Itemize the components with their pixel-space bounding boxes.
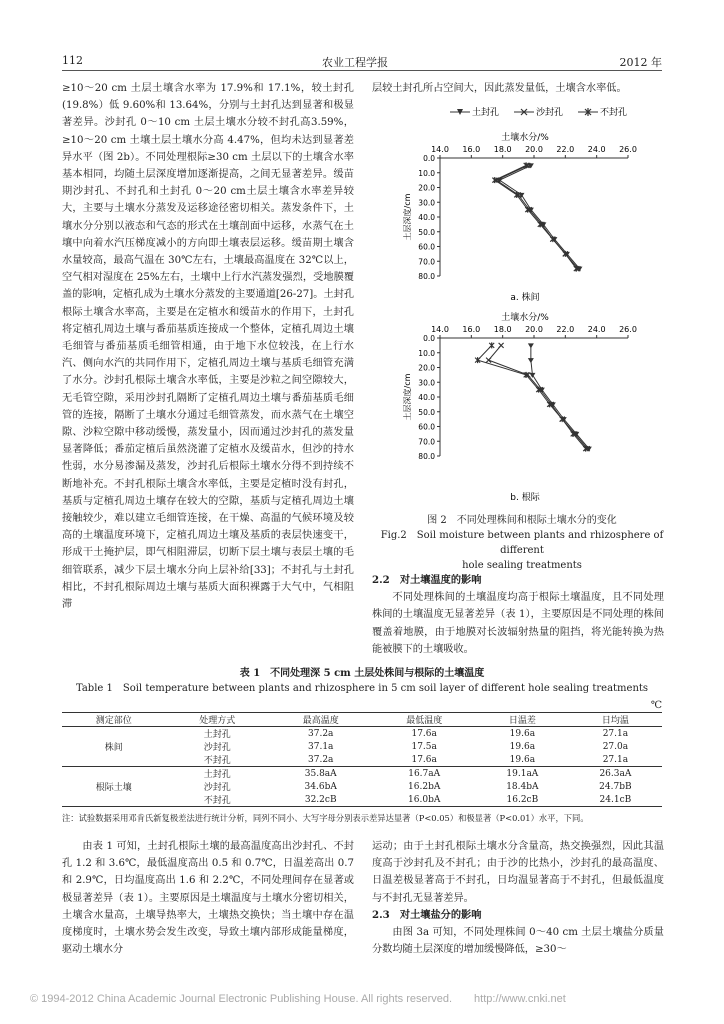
table-cell: 16.7aA (408, 768, 441, 779)
chart-b-y-tick-label: 20.0 (418, 363, 435, 373)
journal-title: 农业工程学报 (322, 56, 388, 69)
col-header-diurnal-range: 日温差 (508, 716, 536, 726)
chart-b-y-tick-label: 0.0 (423, 334, 435, 343)
site-cell: 根际土壤 (95, 783, 132, 793)
chart-a-x-tick-label: 26.0 (619, 145, 637, 154)
table-cell: 27.0a (602, 741, 629, 752)
section-2-2 (372, 572, 664, 658)
table-cell: 32.2cB (304, 794, 337, 805)
chart-b-x-tick-label: 22.0 (556, 325, 575, 334)
chart-b-y-tick-label: 10.0 (418, 348, 435, 358)
chart-b-point-sand (486, 358, 491, 363)
legend-label-none: 不封孔 (600, 108, 628, 118)
chart-a-y-tick-label: 80.0 (418, 272, 435, 281)
table-unit: ℃ (650, 700, 662, 711)
page-header (62, 52, 662, 71)
chart-b-point-soil (528, 358, 534, 363)
col-header-min-temp: 最低温度 (406, 716, 443, 726)
table-cell: 沙封孔 (203, 783, 231, 793)
chart-b-y-tick-label: 70.0 (418, 437, 435, 447)
table-cell: 17.5a (411, 741, 437, 752)
page-footer: © 1994-2012 China Academic Journal Electronic Publishing House. All rights reserved. http://www.cnki.net (30, 993, 566, 1005)
chart-a-y-tick-label: 20.0 (418, 183, 435, 193)
table-cell: 24.7bB (599, 781, 632, 792)
right-column-top (372, 80, 664, 97)
chart-b-x-tick-label: 14.0 (431, 325, 449, 334)
table-cell: 沙封孔 (203, 743, 231, 753)
table-caption-cn: 表 1 不同处理深 5 cm 土层处株间与根际的土壤温度 (239, 668, 485, 679)
chart-b-point-soil (528, 343, 534, 348)
legend-label-sand: 沙封孔 (536, 108, 564, 118)
table-cell: 37.1a (308, 741, 334, 752)
chart-b-x-tick-label: 24.0 (587, 325, 606, 334)
chart-a-y-tick-label: 60.0 (418, 242, 435, 252)
table-header-row (62, 713, 662, 727)
chart-b-series-line-0 (531, 345, 589, 448)
chart-a-y-label: 土层深度/cm (403, 193, 412, 241)
table-cell: 土封孔 (203, 770, 231, 780)
chart-b-y-tick-label: 30.0 (418, 378, 435, 388)
section-2-2-title: 2.2 对土壤温度的影响 (372, 574, 482, 586)
chart-b-x-tick-label: 16.0 (462, 325, 481, 334)
bottom-left-paragraph: 由表 1 可知，土封孔根际土壤的最高温度高出沙封孔、不封孔 1.2 和 3.6℃，最低温度高出 0.5 和 0.7℃，日温差高出 0.7 和 2.9℃，日均温度高出 1.6 和 2.2℃，不同处理间存在显著或极显著差异（表 1）。主要原因是土壤温度与土壤水分密切相关，土壤含水量高，土壤导热率大，土壤热交换快；当土壤中存在温度梯度时，土壤水势会发生改变，导致土壤内部形成能量梯度，驱动土壤水分 (62, 841, 354, 956)
chart-b-point-none (475, 357, 480, 363)
chart-b-y-tick-label: 50.0 (418, 407, 435, 417)
chart-a-y-tick-label: 30.0 (418, 198, 435, 208)
col-header-daily-mean: 日均温 (601, 716, 629, 726)
table-row (62, 727, 662, 741)
chart-a-x-tick-label: 14.0 (431, 145, 449, 154)
site-cell: 株间 (104, 743, 123, 753)
left-paragraph: ≥10～20 cm 土层土壤含水率为 17.9%和 17.1%，较土封孔(19.8%）低 9.60%和 13.64%，分别与土封孔达到显著和极显著差异。沙封孔 0～10 cm 土层土壤水分较不封孔高3.59%，≥10～20 cm 土壤土层土壤水分高 4.47%，但均未达到显著差异水平（图 2b）。不同处理根际≥30 cm 土层以下的土壤含水率基本相同，均随土层深度增加逐渐提高，之间无显著差异。缓苗期沙封孔、不封孔和土封孔 0～20 cm土层土壤含水率差异较大，主要与土壤水分蒸发及运移途径密切相关。蒸发条件下，土壤水分分别以液态和气态的形式在土壤剖面中运移，水蒸气在土壤中向着水汽压梯度减小的方向即土壤表层运移。缓苗期土壤含水量较高，最高气温在 30℃左右，土壤最高温度在 32℃以上，空气相对湿度在 25%左右，土壤中上行水汽蒸发强烈，受地膜覆盖的影响，定植孔成为土壤水分蒸发的主要通道[26-27]。土封孔根际土壤含水率高，主要是在定植水和缓苗水的作用下，土封孔将定植孔周边土壤与番茄基质连接成一个整体，定植孔周边土壤毛细管与番茄基质毛细管相通，由于地下水位较浅，在上行水汽、侧向水汽的共同作用下，定植孔周边土壤与基质毛细管充满了水分。沙封孔根际土壤含水率低，主要是沙粒之间空隙较大，无毛管空隙，采用沙封孔隔断了定植孔周边土壤与番茄基质毛细管的连接，隔断了土壤水分通过毛细管蒸发，而水蒸气在土壤空隙、沙粒空隙中移动缓慢，蒸发量小，因而通过沙封孔的蒸发量显著降低；番茄定植后虽然浇灌了定植水及缓苗水，但沙的持水性弱，水分易渗漏及蒸发，沙封孔后根际土壤水分得不到持续不断地补充。不封孔根际土壤含水率低，主要是定植时没有封孔，基质与定植孔周边土壤存在较大的空隙，基质与定植孔周边土壤接触较少，难以建立毛细管连接，在干燥、高温的气候环境及较高的土壤温度环境下，定植孔周边土壤及基质的表层快速变干，形成干土掩护层，即气相阻滞层，切断下层土壤与表层土壤的毛细管联系，减少下层土壤水分向上层补给[33]；不封孔与土封孔相比，不封孔根际周边土壤与基质大面积裸露于大气中，气相阻滞 (62, 83, 355, 611)
chart-b-point-sand (499, 343, 504, 348)
legend-svg (450, 106, 650, 118)
table-cell: 19.6a (509, 754, 536, 765)
chart-b-x-label: 土壤水分/% (501, 313, 549, 323)
chart-a-y-tick-label: 50.0 (418, 227, 435, 237)
bottom-right-text (372, 838, 664, 958)
figure-caption-cn: 图 2 不同处理株间和根际土壤水分的变化 (427, 515, 617, 526)
chart-a-y-tick-label: 40.0 (418, 213, 435, 222)
chart-a-x-tick-label: 16.0 (462, 145, 481, 154)
table-cell: 19.6a (509, 728, 536, 739)
table-cell: 35.8aA (304, 768, 337, 779)
table-cell: 17.6a (411, 754, 437, 765)
table-cell: 26.3aA (599, 768, 632, 779)
col-header-max-temp: 最高温度 (302, 716, 339, 726)
chart-b-y-label: 土层深度/cm (403, 373, 412, 421)
chart-b-x-tick-label: 20.0 (525, 325, 543, 334)
chart-b-point-none (489, 342, 494, 348)
temperature-table (62, 712, 662, 807)
table-cell: 37.2a (308, 754, 334, 765)
chart-b-x-tick-label: 18.0 (493, 325, 512, 334)
table-cell: 27.1a (602, 754, 629, 765)
chart-a-y-tick-label: 0.0 (423, 154, 435, 163)
col-header-site: 测定部位 (95, 716, 132, 726)
chart-a-y-tick-label: 70.0 (418, 257, 435, 267)
figure-legend (450, 106, 650, 121)
chart-a-x-tick-label: 24.0 (587, 145, 606, 154)
bottom-right-paragraph: 运动；由于土封孔根际土壤水分含量高，热交换强烈，因此其温度高于沙封孔及不封孔；由于沙的比热小，沙封孔的最高温度、日温差极显著高于不封孔，日均温显著高于不封孔，但最低温度与不封孔无显著差异。 (372, 841, 664, 904)
table-row (62, 767, 662, 781)
section-2-3-text: 由图 3a 可知，不同处理株间 0～40 cm 土层土壤盐分质量分数均随土层深度的增加缓慢降低，≥30～ (372, 927, 664, 956)
chart-b-y-tick-label: 40.0 (418, 393, 435, 402)
chart-b-subcaption: b. 根际 (510, 493, 540, 503)
chart-b-y-tick-label: 60.0 (418, 422, 435, 432)
table-cell: 24.1cB (599, 794, 632, 805)
chart-a-x-label: 土壤水分/% (501, 133, 549, 143)
table-cell: 19.6a (509, 741, 536, 752)
figure-caption-en-2: hole sealing treatments (462, 560, 582, 571)
col-header-treatment: 处理方式 (199, 716, 236, 726)
chart-a-subcaption: a. 株间 (510, 293, 540, 303)
table-cell: 16.2cB (506, 794, 539, 805)
table-caption-en: Table 1 Soil temperature between plants and rhizosphere in 5 cm soil layer of different hole sealing treatments (75, 683, 649, 694)
right-top-paragraph: 层较土封孔所占空间大，因此蒸发量低，土壤含水率低。 (372, 83, 627, 94)
chart-a-x-tick-label: 22.0 (556, 145, 575, 154)
chart-a (400, 128, 650, 308)
chart-b-x-tick-label: 26.0 (619, 325, 637, 334)
table-cell: 不封孔 (203, 756, 231, 766)
chart-a-x-tick-label: 18.0 (493, 145, 512, 154)
table-cell: 34.6bA (304, 781, 337, 792)
figure-caption-en-1: Fig.2 Soil moisture between plants and rhizosphere of different (380, 530, 664, 556)
chart-b-y-tick-label: 80.0 (418, 452, 435, 461)
table-cell: 17.6a (411, 728, 437, 739)
table-cell: 19.1aA (506, 768, 539, 779)
left-column-text (62, 80, 354, 613)
table-cell: 16.0bA (408, 794, 441, 805)
table-caption (62, 666, 662, 696)
chart-a-x-tick-label: 20.0 (525, 145, 543, 154)
table-cell: 土封孔 (203, 730, 231, 740)
table-cell: 不封孔 (203, 796, 231, 806)
page-number: 112 (62, 54, 83, 67)
table-cell: 18.4bA (506, 781, 539, 792)
table-note: 注：试验数据采用邓肯氏新复极差法进行统计分析，同列不同小、大写字母分别表示差异达显著（P<0.05）和极显著（P<0.01）水平，下同。 (62, 813, 589, 823)
section-2-2-text: 不同处理株间的土壤温度均高于根际土壤温度，且不同处理株间的土壤温度无显著差异（表 1），主要原因是不同处理的株间覆盖着地膜，由于地膜对长波辐射热量的阻挡，将光能转换为热能被膜下的土壤吸收。 (372, 592, 664, 655)
table-cell: 37.2a (308, 728, 334, 739)
publication-year: 2012 年 (619, 56, 662, 69)
chart-a-y-tick-label: 10.0 (418, 168, 435, 178)
section-2-3-title: 2.3 对土壤盐分的影响 (372, 908, 482, 921)
table-cell: 16.2bA (408, 781, 441, 792)
legend-label-soil: 土封孔 (472, 108, 500, 118)
figure-caption (380, 513, 664, 573)
bottom-left-text (62, 838, 354, 958)
table-cell: 27.1a (602, 728, 629, 739)
chart-b (400, 308, 650, 503)
